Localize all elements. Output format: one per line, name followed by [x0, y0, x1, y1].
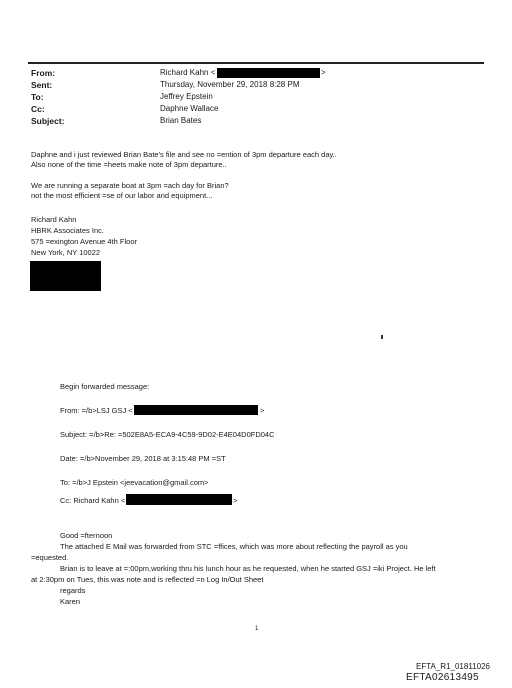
document-id-large: EFTA02613495: [406, 672, 479, 683]
redaction-block: [30, 261, 101, 291]
signature-line: New York, NY 10022: [31, 248, 101, 257]
to-value: Jeffrey Epstein: [160, 92, 213, 101]
forwarded-subject: Subject: =/b>Re: =502E8A5-ECA9-4C59-9D02-E4E04D0FD04C: [60, 430, 275, 439]
redaction-block: [217, 68, 320, 78]
forwarded-body-line: Brian is to leave at =:00pm,working thru his lunch hour as he requested, when he started GSJ =iki Project. He left: [60, 564, 436, 573]
cc-label: Cc:: [31, 104, 45, 114]
signature-line: HBRK Associates Inc.: [31, 226, 104, 235]
subject-value: Brian Bates: [160, 116, 202, 125]
forwarded-to: To: =/b>J Epstein <jeevacation@gmail.com>: [60, 478, 209, 487]
redaction-block: [134, 405, 258, 415]
forwarded-body-line: The attached E Mail was forwarded from STC =ffices, which was more about reflecting the payroll as you: [60, 542, 408, 551]
forwarded-sender-name: Karen: [60, 597, 81, 606]
page-number: 1: [255, 626, 259, 632]
forwarded-greeting: Good =fternoon: [60, 531, 113, 540]
body-line: not the most efficient =se of our labor and equipment...: [31, 191, 213, 200]
forwarded-intro: Begin forwarded message:: [60, 382, 150, 391]
from-label: From:: [31, 68, 56, 78]
sent-label: Sent:: [31, 80, 53, 90]
document-id-small: EFTA_R1_01811026: [416, 662, 490, 671]
from-value: Richard Kahn <: [160, 68, 216, 77]
forwarded-cc: Cc: Richard Kahn <: [60, 496, 126, 505]
header-rule: [28, 62, 484, 64]
body-line: Daphne and i just reviewed Brian Bate's file and see no =ention of 3pm departure each day..: [31, 150, 337, 159]
from-value-tail: >: [321, 68, 326, 77]
body-line: Also none of the time =heets make note of 3pm departure..: [31, 160, 227, 169]
sent-value: Thursday, November 29, 2018 8:28 PM: [160, 80, 300, 89]
signature-line: Richard Kahn: [31, 215, 77, 224]
forwarded-body-line: at 2:30pm on Tues, this was note and is reflected =n Log In/Out Sheet: [31, 575, 264, 584]
forwarded-cc-tail: >: [233, 496, 238, 505]
signature-line: 575 =exington Avenue 4th Floor: [31, 237, 137, 246]
body-line: We are running a separate boat at 3pm =ach day for Brian?: [31, 181, 229, 190]
forwarded-regards: regards: [60, 586, 86, 595]
subject-label: Subject:: [31, 116, 65, 126]
redaction-block: [126, 494, 232, 505]
forwarded-body-line: =equested.: [31, 553, 69, 562]
cc-value: Daphne Wallace: [160, 104, 219, 113]
to-label: To:: [31, 92, 44, 102]
forwarded-date: Date: =/b>November 29, 2018 at 3:15:48 PM =ST: [60, 454, 226, 463]
forwarded-from: From: =/b>LSJ GSJ <: [60, 406, 133, 415]
stray-mark: [381, 335, 383, 339]
forwarded-from-tail: >: [260, 406, 265, 415]
